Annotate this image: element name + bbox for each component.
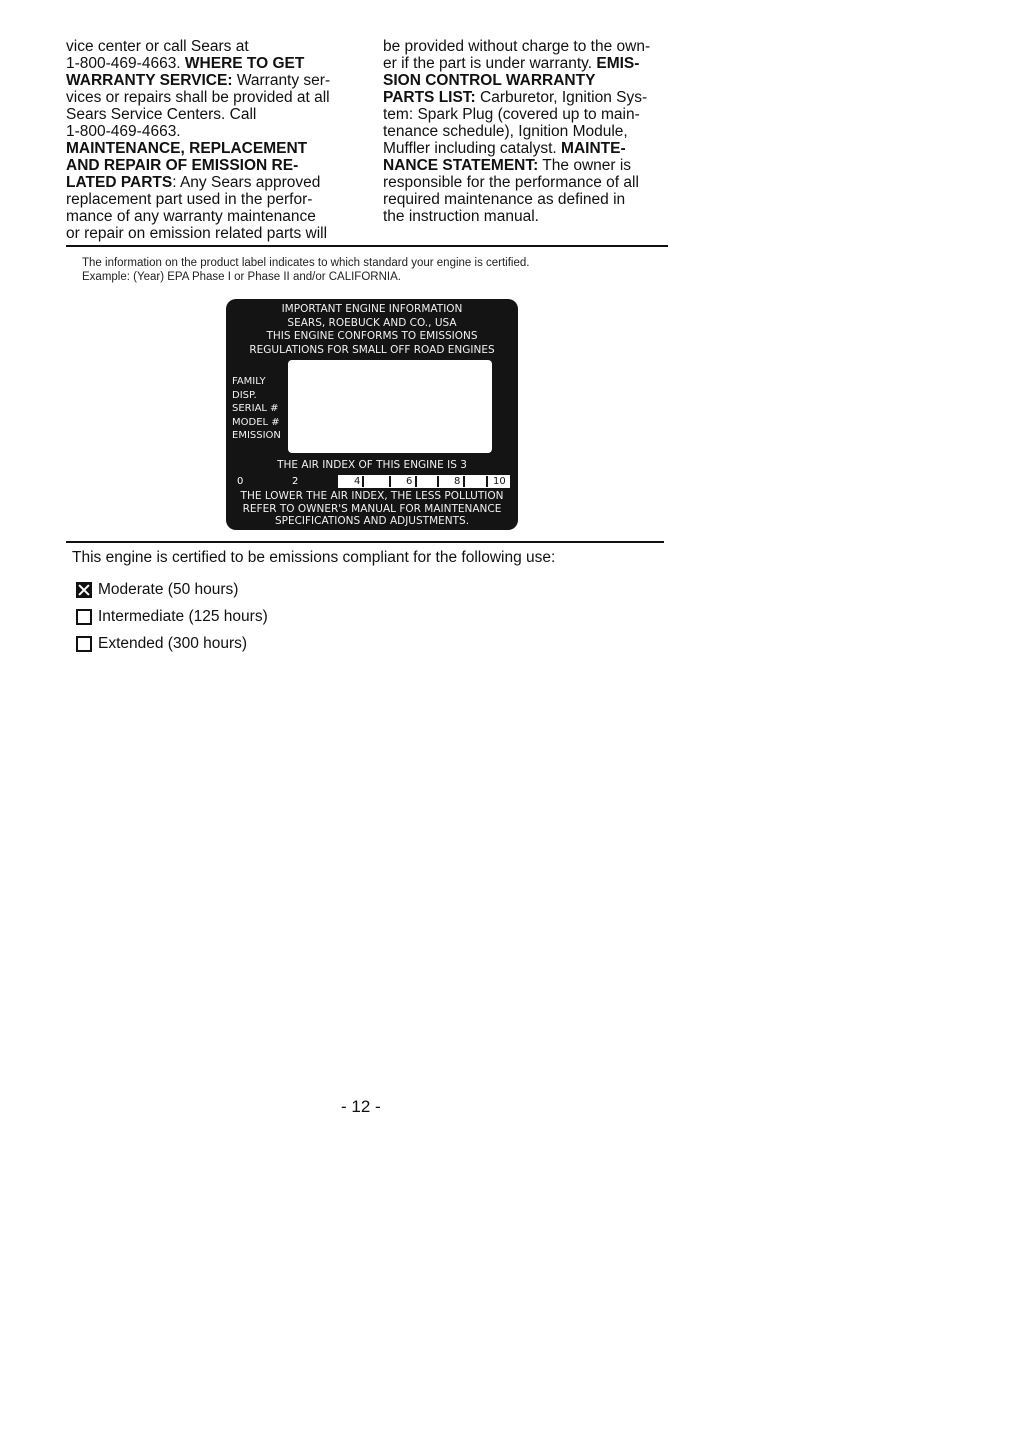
- text-line: the instruction manual.: [383, 208, 539, 225]
- label-blank-area: [288, 360, 492, 453]
- label-header-line: THIS ENGINE CONFORMS TO EMISSIONS: [266, 330, 478, 342]
- label-header-line: REGULATIONS FOR SMALL OFF ROAD ENGINES: [249, 343, 495, 356]
- scale-bar: [389, 476, 391, 487]
- label-footer: [226, 490, 518, 528]
- text-line: Muffler including catalyst. MAINTE-: [383, 140, 626, 157]
- scale-tick: 10: [493, 476, 506, 487]
- field-emission: EMISSION: [232, 430, 281, 441]
- left-text-column: [66, 38, 366, 242]
- air-index-fill: [234, 475, 338, 488]
- text-line: Sears Service Centers. Call: [66, 106, 257, 123]
- text-line: mance of any warranty maintenance: [66, 208, 316, 225]
- option-label: Intermediate (125 hours): [98, 607, 268, 625]
- field-family: FAMILY: [232, 376, 266, 387]
- option-intermediate: [76, 603, 268, 630]
- note-line: The information on the product label indicates to which standard your engine is certified.: [82, 257, 530, 269]
- text-line: PARTS LIST: Carburetor, Ignition Sys-: [383, 89, 648, 106]
- scale-tick: 0: [237, 476, 244, 487]
- page-number: - 12 -: [341, 1097, 381, 1116]
- scale-bar: [486, 476, 488, 487]
- engine-emission-label: [226, 299, 518, 530]
- text-line: er if the part is under warranty. EMIS-: [383, 55, 640, 72]
- field-serial: SERIAL #: [232, 403, 279, 414]
- text-line: required maintenance as defined in: [383, 191, 626, 208]
- scale-tick: 8: [454, 476, 461, 487]
- scale-bar: [362, 476, 364, 487]
- label-field-names: [232, 375, 281, 443]
- text-line: or repair on emission related parts will: [66, 225, 328, 242]
- field-disp: DISP.: [232, 389, 257, 401]
- text-line: 1-800-469-4663. WHERE TO GET: [66, 55, 305, 72]
- text-line: 1-800-469-4663.: [66, 123, 181, 140]
- text-line: NANCE STATEMENT: The owner is: [383, 157, 632, 174]
- empty-box-icon: [76, 609, 92, 625]
- field-model: MODEL #: [232, 416, 280, 428]
- divider: [66, 245, 668, 247]
- label-header-line: SEARS, ROEBUCK AND CO., USA: [287, 316, 457, 329]
- option-moderate: [76, 576, 268, 603]
- option-label: Moderate (50 hours): [98, 580, 239, 598]
- scale-tick: 4: [354, 476, 361, 487]
- scale-tick: 2: [292, 476, 299, 487]
- scale-bar: [437, 476, 439, 487]
- option-extended: [76, 630, 268, 657]
- text-line: tenance schedule), Ignition Module,: [383, 123, 628, 140]
- label-footer-line: THE LOWER THE AIR INDEX, THE LESS POLLUTION: [240, 490, 504, 502]
- checked-box-icon: [76, 582, 92, 598]
- label-header-line: IMPORTANT ENGINE INFORMATION: [281, 303, 463, 315]
- text-line: tem: Spark Plug (covered up to main-: [383, 106, 640, 123]
- scale-bar: [415, 476, 417, 487]
- air-index-title: THE AIR INDEX OF THIS ENGINE IS 3: [277, 459, 467, 471]
- certification-statement: This engine is certified to be emissions compliant for the following use:: [72, 549, 556, 566]
- note-line: Example: (Year) EPA Phase I or Phase II and/or CALIFORNIA.: [82, 271, 401, 283]
- text-line: vices or repairs shall be provided at all: [66, 89, 330, 106]
- text-line: MAINTENANCE, REPLACEMENT: [66, 140, 308, 157]
- text-line: vice center or call Sears at: [66, 38, 249, 55]
- text-line: AND REPAIR OF EMISSION RE-: [66, 157, 299, 174]
- label-header: [226, 303, 518, 357]
- right-text-column: [383, 38, 675, 225]
- scale-tick: 6: [406, 476, 413, 487]
- usage-options: [76, 576, 268, 657]
- label-note: [82, 256, 529, 284]
- text-line: WARRANTY SERVICE: Warranty ser-: [66, 72, 331, 89]
- label-footer-line: REFER TO OWNER'S MANUAL FOR MAINTENANCE: [242, 502, 502, 515]
- empty-box-icon: [76, 636, 92, 652]
- scale-bar: [463, 476, 465, 487]
- label-footer-line: SPECIFICATIONS AND ADJUSTMENTS.: [274, 515, 470, 527]
- text-line: replacement part used in the perfor-: [66, 191, 313, 208]
- air-index-scale: [234, 475, 510, 488]
- text-line: be provided without charge to the own-: [383, 38, 651, 55]
- option-label: Extended (300 hours): [98, 634, 248, 652]
- text-line: responsible for the performance of all: [383, 174, 639, 191]
- text-line: LATED PARTS: Any Sears approved: [66, 174, 321, 191]
- text-line: SION CONTROL WARRANTY: [383, 72, 596, 89]
- divider: [66, 541, 664, 543]
